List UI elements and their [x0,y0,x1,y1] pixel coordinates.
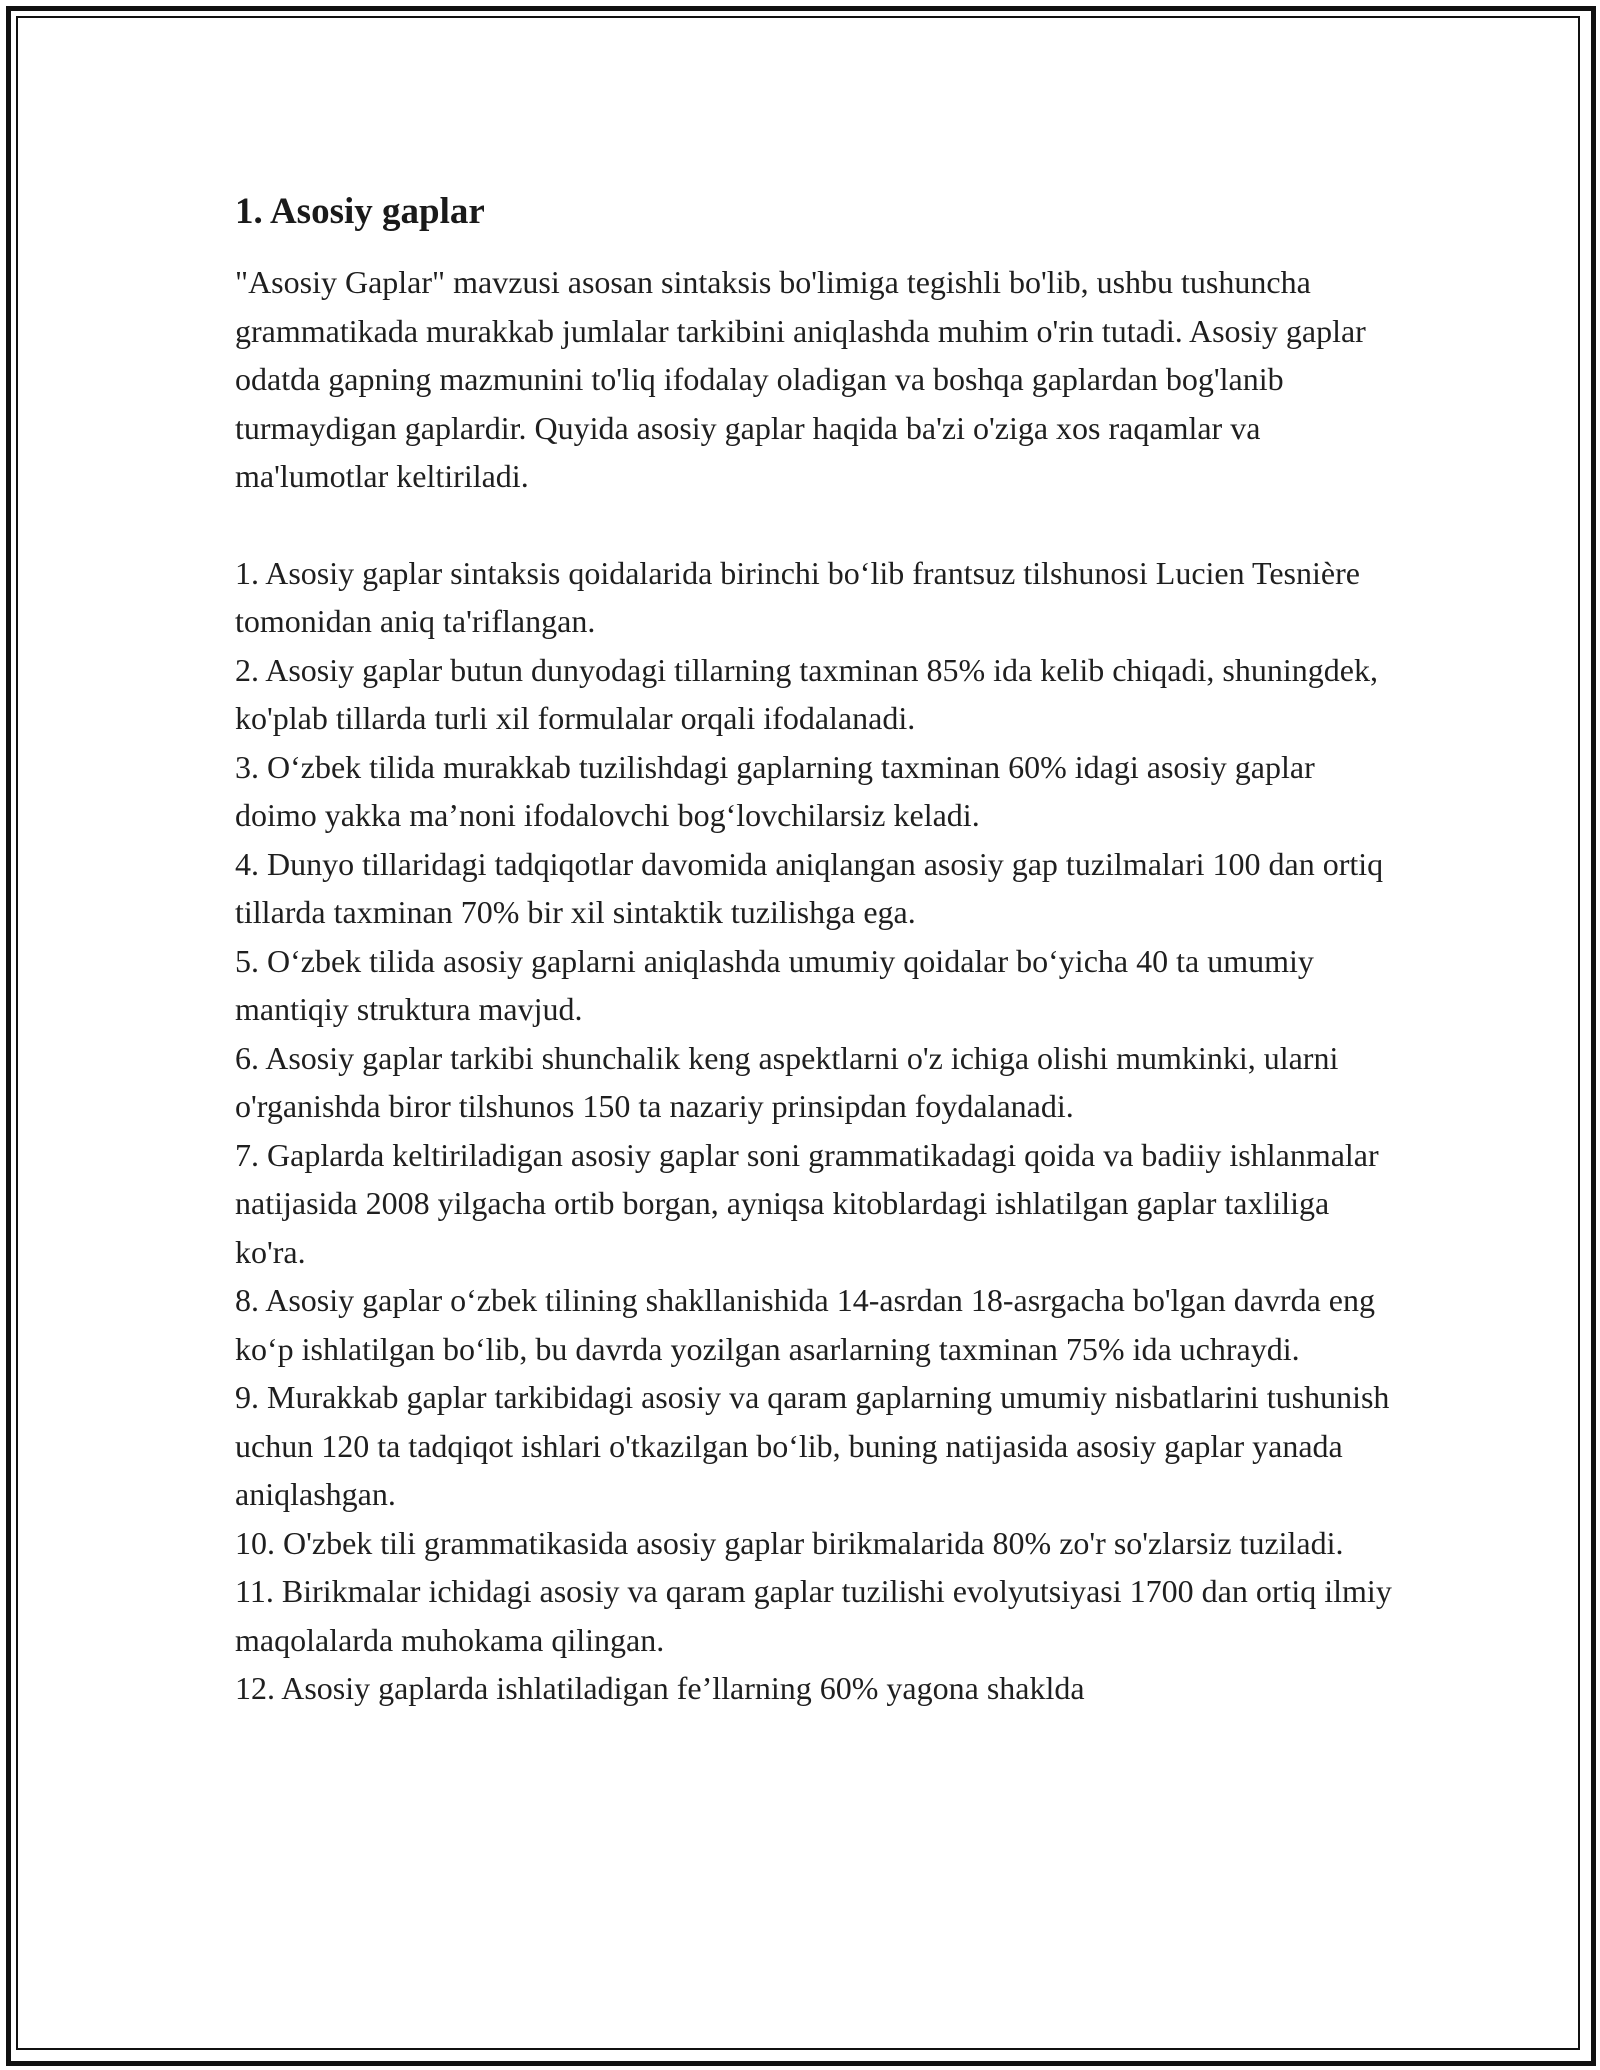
section-heading: 1. Asosiy gaplar [235,191,485,232]
facts-list [235,549,1395,1713]
list-item: 7. Gaplarda keltiriladigan asosiy gaplar soni grammatikadagi qoida va badiiy ishlanmalar natijasida 2008 yilgacha ortib borgan, ayniqsa kitoblardagi ishlatilgan gaplar taxliliga ko'ra. [235,1136,1379,1270]
intro-paragraph: "Asosiy Gaplar" mavzusi asosan sintaksis bo'limiga tegishli bo'lib, ushbu tushuncha grammatikada murakkab jumlalar tarkibini aniqlashda muhim o'rin tutadi. Asosiy gaplar odatda gapning mazmunini to'liq ifodalay oladigan va boshqa gaplardan bog'lanib turmaydigan gaplardir. Quyida asosiy gaplar haqida ba'zi o'ziga xos raqamlar va ma'lumotlar keltiriladi. [235,264,1366,494]
list-item: 2. Asosiy gaplar butun dunyodagi tillarning taxminan 85% ida kelib chiqadi, shuningdek, ko'plab tillarda turli xil formulalar orqali ifodalanadi. [235,651,1378,736]
list-item: 6. Asosiy gaplar tarkibi shunchalik keng aspektlarni o'z ichiga olishi mumkinki, ularni o'rganishda biror tilshunos 150 ta nazariy prinsipdan foydalanadi. [235,1039,1339,1124]
list-item: 8. Asosiy gaplar o‘zbek tilining shakllanishida 14-asrdan 18-asrgacha bo'lgan davrda eng ko‘p ishlatilgan bo‘lib, bu davrda yozilgan asarlarning taxminan 75% ida uchraydi. [235,1282,1375,1367]
list-item: 3. O‘zbek tilida murakkab tuzilishdagi gaplarning taxminan 60% idagi asosiy gaplar doimo yakka ma’noni ifodalovchi bog‘lovchilarsiz keladi. [235,748,1315,833]
list-item: 9. Murakkab gaplar tarkibidagi asosiy va qaram gaplarning umumiy nisbatlarini tushunish uchun 120 ta tadqiqot ishlari o'tkazilgan bo‘lib, buning natijasida asosiy gaplar yanada aniqlashgan. [235,1379,1390,1512]
list-item: 4. Dunyo tillaridagi tadqiqotlar davomida aniqlangan asosiy gap tuzilmalari 100 dan ortiq tillarda taxminan 70% bir xil sintaktik tuzilishga ega. [235,845,1384,930]
document-body [235,186,1395,1713]
list-item: 1. Asosiy gaplar sintaksis qoidalarida birinchi bo‘lib frantsuz tilshunosi Lucien Tesnière tomonidan aniq ta'riflangan. [235,554,1360,639]
list-item: 12. Asosiy gaplarda ishlatiladigan fe’llarning 60% yagona shaklda [235,1670,1085,1706]
list-item: 11. Birikmalar ichidagi asosiy va qaram gaplar tuzilishi evolyutsiyasi 1700 dan ortiq ilmiy maqolalarda muhokama qilingan. [235,1573,1392,1658]
list-item: 10. O'zbek tili grammatikasida asosiy gaplar birikmalarida 80% zo'r so'zlarsiz tuziladi. [235,1524,1344,1561]
list-item: 5. O‘zbek tilida asosiy gaplarni aniqlashda umumiy qoidalar bo‘yicha 40 ta umumiy mantiqiy struktura mavjud. [235,942,1314,1027]
